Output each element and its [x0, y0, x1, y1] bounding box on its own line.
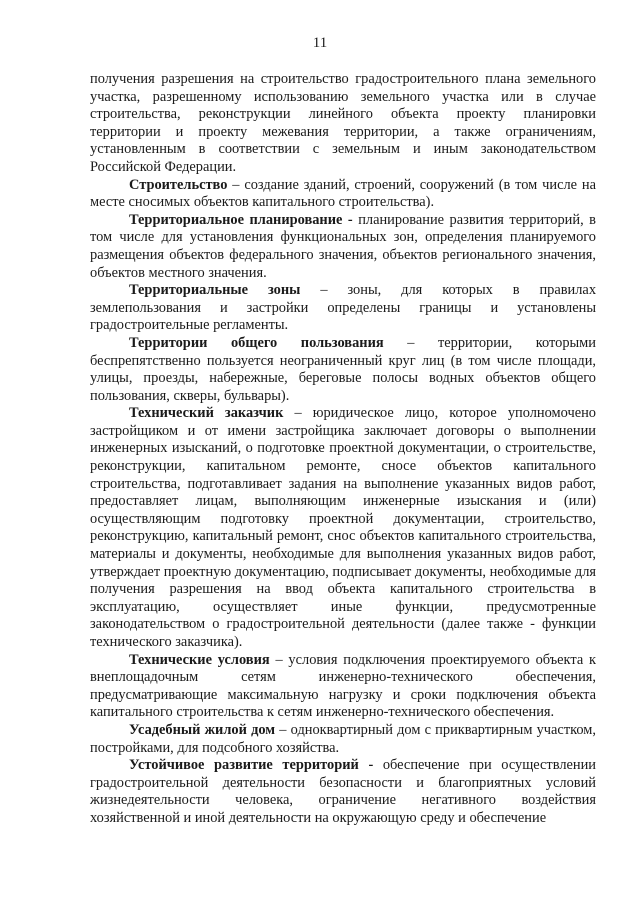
definition-paragraph — [90, 282, 596, 335]
term-title: Территории общего пользования — [129, 334, 384, 351]
paragraph-text: получения разрешения на строительство градостроительного плана земельного участка, разрешенному использованию земельного участка или в случае строительства, реконструкции линейного объекта проекту планировки территории и проекту межевания территории, а также ограничениям, установленным в соответствии с земельным и иным законодательством Российской Федерации. — [90, 71, 596, 175]
definition-paragraph — [90, 335, 596, 405]
document-body — [90, 71, 596, 828]
page-number: 11 — [312, 35, 328, 51]
term-title: Устойчивое развитие территорий - — [129, 757, 374, 774]
term-definition: – юридическое лицо, которое уполномочено застройщиком и от имени застройщика заключает договоры о выполнении инженерных изысканий, о подготовке проектной документации, о строительстве, реконструкции, капитальном ремонте, сносе объектов капитального строительства, подготавливает задания на выполнение указанных видов работ, предоставляет лицам, выполняющим инженерные изыскания и (или) осуществляющим подготовку проектной документации, строительство, реконструкцию, капитальный ремонт, снос объектов капитального строительства, материалы и документы, необходимые для выполнения указанных видов работ, утверждает проектную документацию, подписывает документы, необходимые для получения разрешения на ввод объекта капитального строительства в эксплуатацию, осуществляет иные функции, предусмотренные законодательством о градостроительной деятельности (далее также - функции технического заказчика). — [90, 405, 596, 650]
term-definition: – одноквартирный дом с приквартирным участком, постройками, для подсобного хозяйства. — [90, 721, 596, 756]
definition-paragraph — [90, 405, 596, 651]
term-definition: – зоны, для которых в правилах землепользования и застройки определены границы и установлены градостроительные регламенты. — [90, 282, 597, 334]
term-title: Строительство — [129, 176, 228, 193]
definition-paragraph — [90, 212, 596, 282]
term-title: Технические условия — [129, 651, 270, 668]
term-definition: планирование развития территорий, в том числе для установления функциональных зон, определения планируемого размещения объектов федерального значения, объектов регионального значения, объектов местного значения. — [90, 211, 596, 281]
term-definition: – территории, которыми беспрепятственно пользуется неограниченный круг лиц (в том числе площади, улицы, проезды, набережные, береговые полосы водных объектов общего пользования, скверы, бульвары). — [90, 334, 596, 404]
term-title: Усадебный жилой дом — [129, 721, 276, 738]
definition-paragraph — [90, 722, 596, 757]
definition-paragraph — [90, 652, 596, 722]
definition-paragraph — [90, 177, 596, 212]
term-title: Технический заказчик — [129, 405, 284, 422]
term-title: Территориальные зоны — [129, 282, 301, 299]
term-definition: – условия подключения проектируемого объекта к внеплощадочным сетям инженерно-технического обеспечения, предусматривающие максимальную нагрузку и сроки подключения объекта капитального строительства к сетям инженерно-технического обеспечения. — [90, 651, 596, 721]
term-definition: – создание зданий, строений, сооружений (в том числе на месте сносимых объектов капитального строительства). — [90, 176, 596, 211]
term-title: Территориальное планирование - — [129, 211, 353, 228]
term-definition: обеспечение при осуществлении градостроительной деятельности безопасности и благоприятных условий жизнедеятельности человека, ограничение негативного воздействия хозяйственной и иной деятельности на окружающую среду и обеспечение — [90, 757, 596, 826]
paragraph-continuation — [90, 71, 596, 177]
definition-paragraph — [90, 757, 596, 827]
